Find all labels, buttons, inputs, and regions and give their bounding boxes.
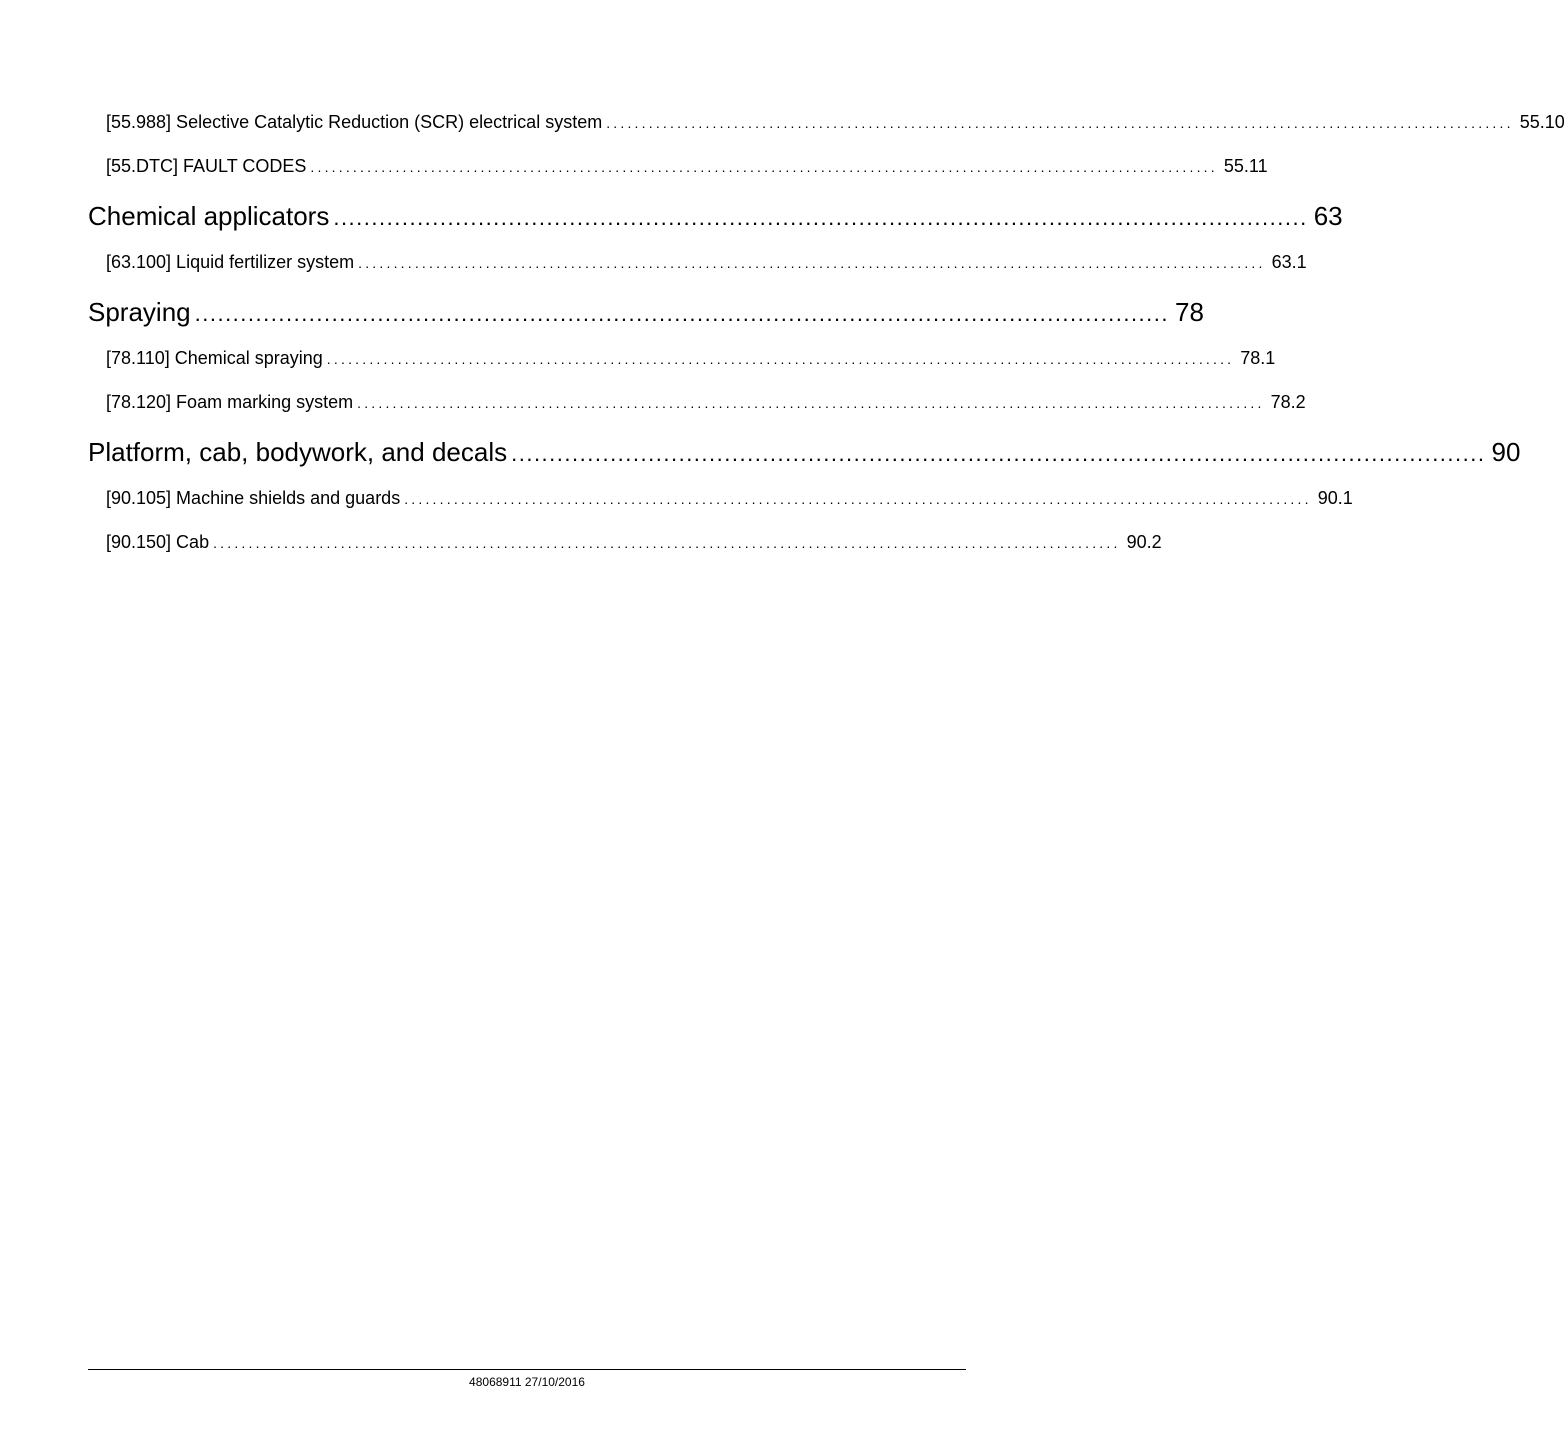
toc-entry-page: 90.2 xyxy=(1126,532,1162,552)
toc-chapter-label: Platform, cab, bodywork, and decals xyxy=(88,437,508,467)
toc-chapter-spraying[interactable] xyxy=(88,297,1204,328)
toc-entry-label: [55.988] Selective Catalytic Reduction (SCR) electrical system xyxy=(106,112,603,132)
toc-entry-label: [63.100] Liquid fertilizer system xyxy=(106,252,355,272)
toc-entry-page: 55.11 xyxy=(1223,156,1268,176)
toc-chapter-label: Chemical applicators xyxy=(88,201,330,231)
dot-leader: ................................................................................................................................ xyxy=(606,115,1514,131)
toc-chapter-platform-cab[interactable] xyxy=(88,437,1521,468)
dot-leader: ................................................................................................................................ xyxy=(357,395,1265,411)
dot-leader: ................................................................................................................................ xyxy=(404,491,1312,507)
dot-leader: ................................................................................................................................ xyxy=(194,301,1169,326)
toc-entry-label: [90.105] Machine shields and guards xyxy=(106,488,401,508)
toc-entry-page: 78.2 xyxy=(1270,392,1306,412)
toc-entry-55-988[interactable] xyxy=(106,112,1565,133)
footer-divider xyxy=(88,1369,966,1370)
dot-leader: ................................................................................................................................ xyxy=(310,159,1218,175)
toc-chapter-page: 78 xyxy=(1175,297,1204,327)
toc-entry-page: 55.10 xyxy=(1519,112,1565,132)
toc-entry-78-110[interactable] xyxy=(106,348,1276,369)
dot-leader: ................................................................................................................................ xyxy=(333,205,1308,230)
toc-entry-label: [90.150] Cab xyxy=(106,532,210,552)
toc-chapter-page: 90 xyxy=(1491,437,1521,467)
toc-chapter-chemical-applicators[interactable] xyxy=(88,201,1343,232)
toc-chapter-page: 63 xyxy=(1313,201,1343,231)
toc-entry-90-150[interactable] xyxy=(106,532,1162,553)
toc-entry-55-dtc[interactable] xyxy=(106,156,1268,177)
toc-entry-page: 78.1 xyxy=(1240,348,1276,368)
toc-entry-page: 63.1 xyxy=(1271,252,1307,272)
dot-leader: ................................................................................................................................ xyxy=(358,255,1266,271)
dot-leader: ................................................................................................................................ xyxy=(511,441,1486,466)
footer-document-id: 48068911 27/10/2016 xyxy=(469,1375,585,1389)
toc-entry-78-120[interactable] xyxy=(106,392,1306,413)
toc-entry-label: [55.DTC] FAULT CODES xyxy=(106,156,307,176)
dot-leader: ................................................................................................................................ xyxy=(213,535,1121,551)
dot-leader: ................................................................................................................................ xyxy=(326,351,1235,367)
toc-chapter-label: Spraying xyxy=(88,297,191,327)
toc-entry-page: 90.1 xyxy=(1317,488,1353,508)
toc-entry-63-100[interactable] xyxy=(106,252,1307,273)
toc-entry-90-105[interactable] xyxy=(106,488,1353,509)
toc-entry-label: [78.110] Chemical spraying xyxy=(106,348,323,368)
toc-entry-label: [78.120] Foam marking system xyxy=(106,392,354,412)
